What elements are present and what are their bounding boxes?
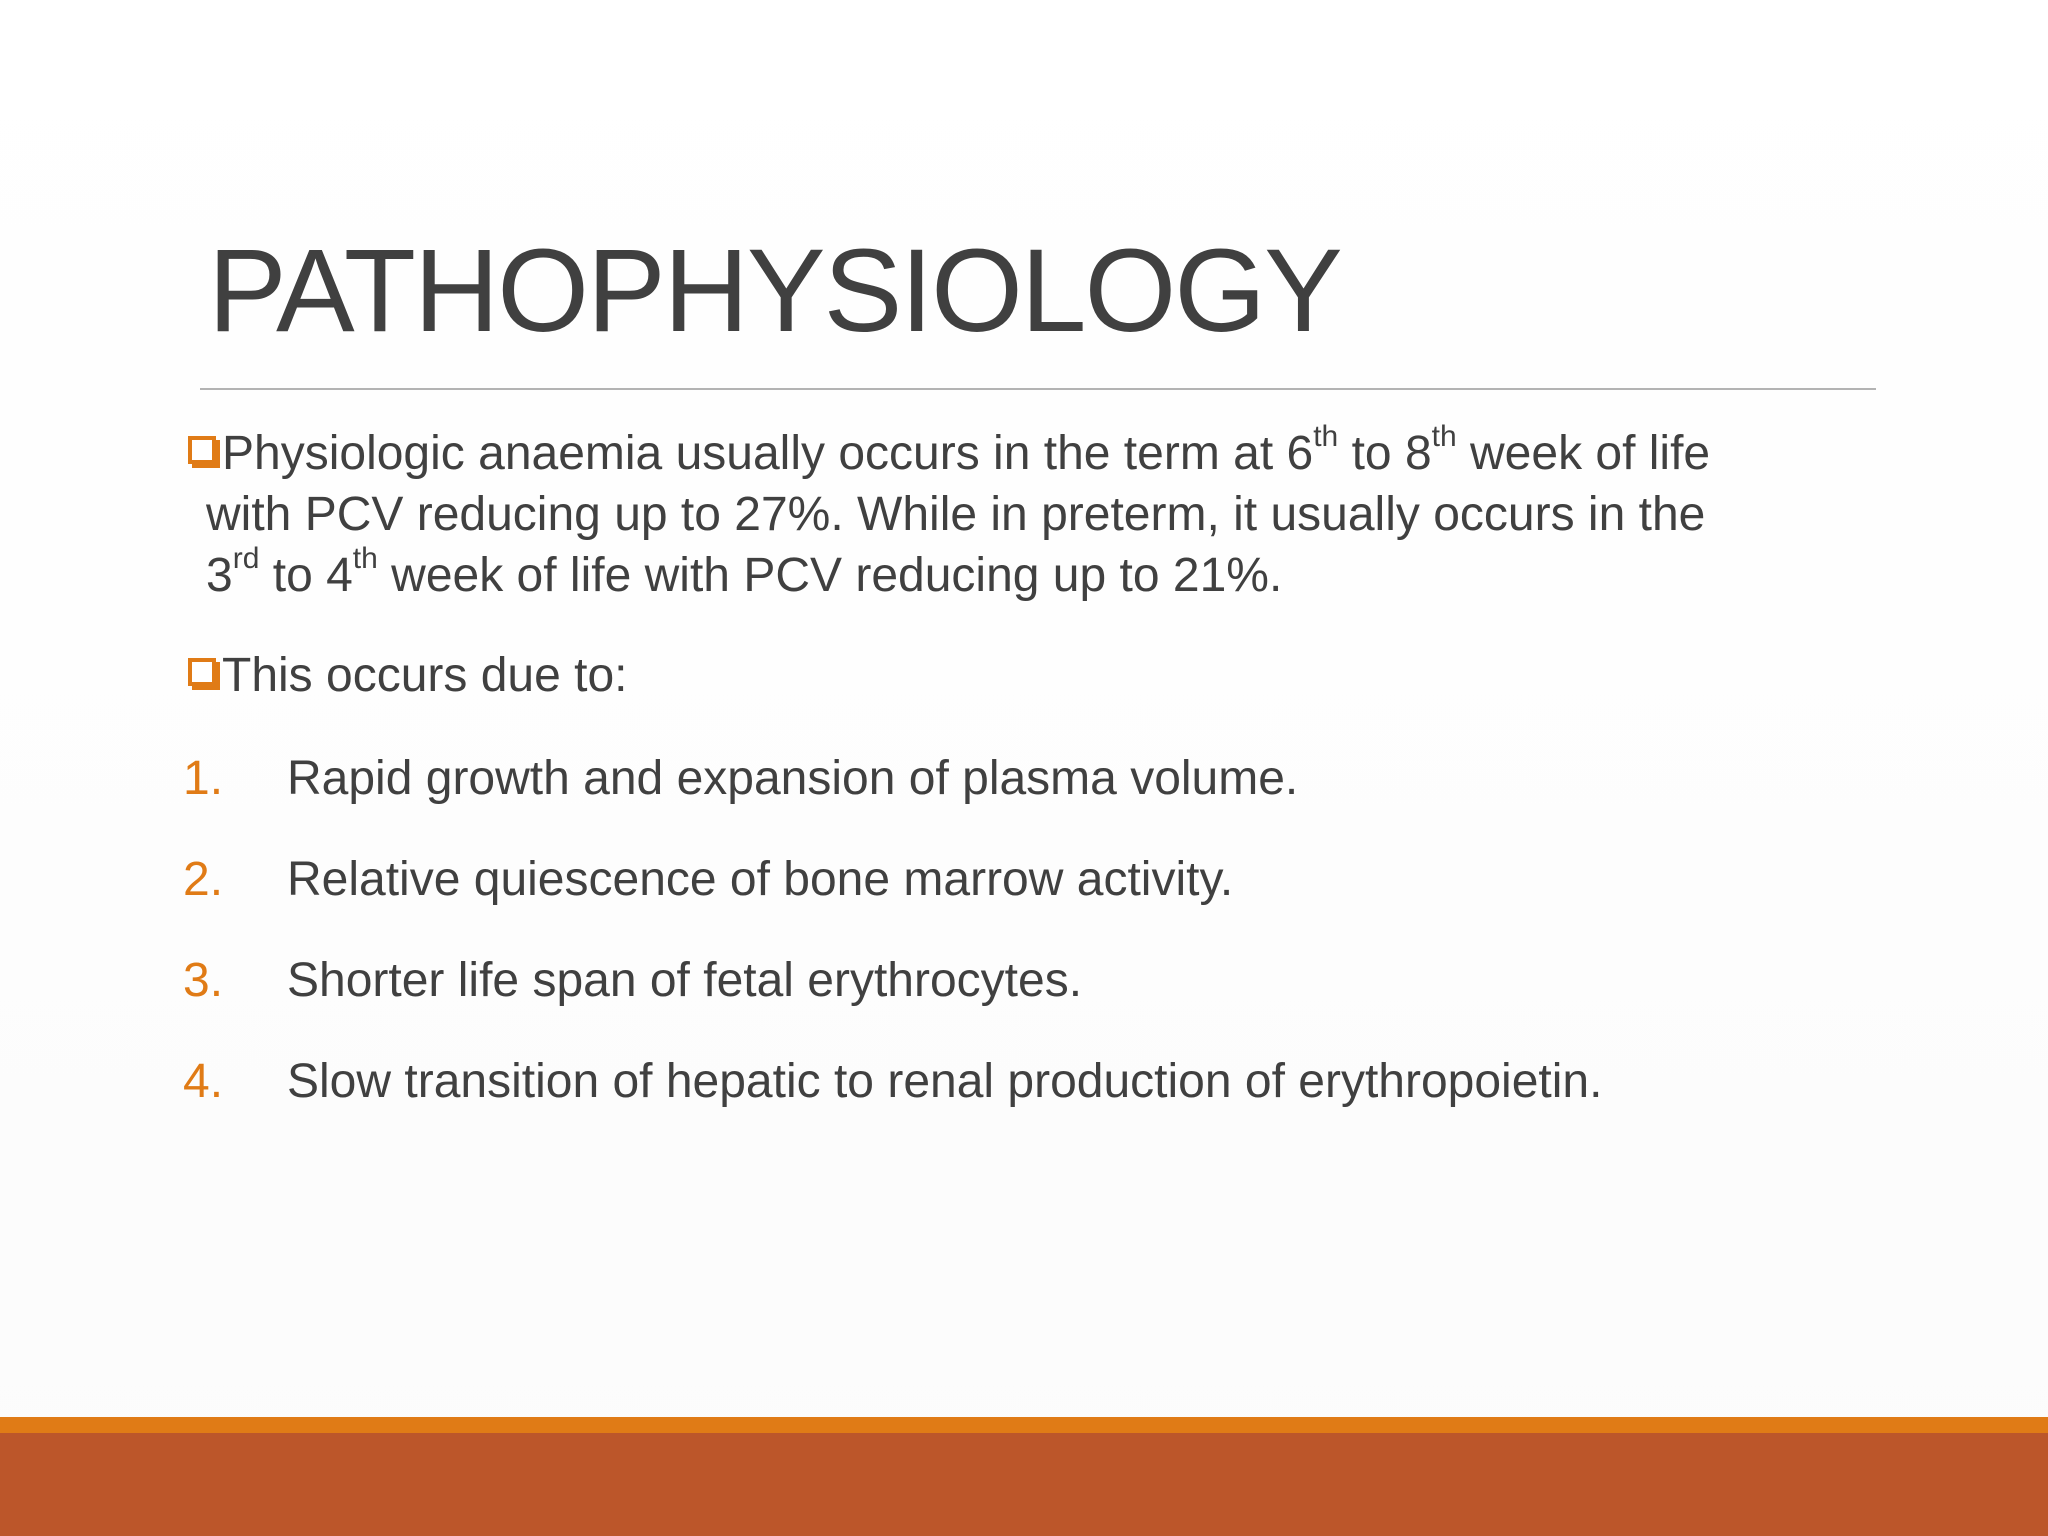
- bullet-line: [188, 420, 1888, 484]
- list-number: 4.: [183, 1055, 224, 1108]
- superscript: th: [352, 542, 378, 575]
- list-item: [183, 748, 1298, 809]
- slide-title: PATHOPHYSIOLOGY: [208, 225, 1341, 357]
- title-divider: [200, 388, 1876, 390]
- bullet-text: to 8: [1338, 427, 1432, 480]
- bullet-text: Physiologic anaemia usually occurs in the term at 6: [222, 427, 1314, 480]
- list-item: [183, 849, 1233, 910]
- bullet-text: 3: [206, 549, 233, 602]
- footer-accent-stripe: [0, 1417, 2048, 1433]
- superscript: th: [1431, 420, 1457, 453]
- superscript: rd: [232, 542, 260, 575]
- bullet-occurs-due-to: [188, 645, 1888, 706]
- bullet-text: week of life with PCV reducing up to 21%.: [377, 549, 1283, 602]
- list-item-text: Slow transition of hepatic to renal production of erythropoietin.: [287, 1055, 1603, 1108]
- bullet-text: to 4: [259, 549, 353, 602]
- checkbox-square-icon: [188, 658, 216, 686]
- bullet-text: with PCV reducing up to 27%. While in preterm, it usually occurs in the: [206, 488, 1706, 541]
- list-item-text: Relative quiescence of bone marrow activity.: [287, 853, 1234, 906]
- bullet-text: week of life: [1456, 427, 1711, 480]
- list-item-text: Rapid growth and expansion of plasma volume.: [287, 752, 1299, 805]
- bullet-text: This occurs due to:: [222, 649, 628, 702]
- list-number: 2.: [183, 853, 224, 906]
- bullet-line: [188, 645, 1888, 706]
- bullet-line: [188, 484, 1888, 545]
- superscript: th: [1313, 420, 1339, 453]
- list-number: 3.: [183, 954, 224, 1007]
- checkbox-square-icon: [188, 436, 216, 464]
- list-item-text: Shorter life span of fetal erythrocytes.: [287, 954, 1083, 1007]
- list-item: [183, 950, 1082, 1011]
- list-number: 1.: [183, 752, 224, 805]
- bullet-physiologic-anaemia: [188, 420, 1888, 606]
- list-item: [183, 1051, 1602, 1112]
- bullet-line: [188, 542, 1888, 606]
- footer-band: [0, 1433, 2048, 1536]
